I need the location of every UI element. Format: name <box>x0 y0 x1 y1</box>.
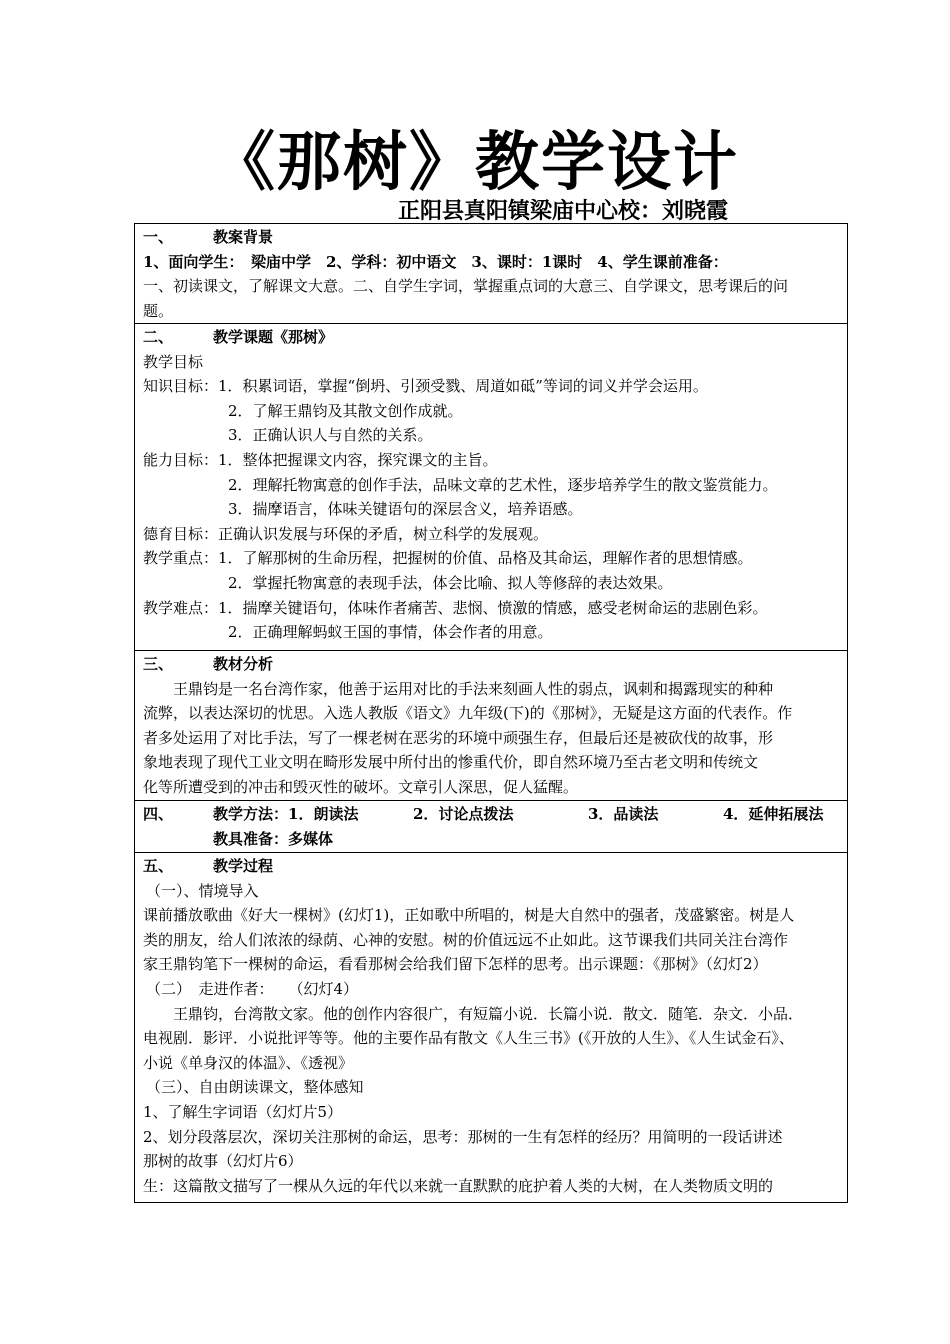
text-line: 3．揣摩语言，体味关键语句的深层含义，培养语感。 <box>228 500 583 519</box>
section-heading <box>143 225 840 250</box>
text-line: 那树的故事（幻灯片6） <box>143 1152 303 1171</box>
text-line: 能力目标：1．整体把握课文内容，探究课文的主旨。 <box>143 450 498 469</box>
text-line: 2．正确理解蚂蚁王国的事情，体会作者的用意。 <box>228 623 553 642</box>
text-line: 类的朋友，给人们浓浓的绿荫、心神的安慰。树的价值远远不止如此。这节课我们共同关注台湾作 <box>143 930 789 949</box>
subsection-title: （二） 走进作者： （幻灯4） <box>146 979 359 998</box>
subsection-title: （三）、自由朗读课文，整体感知 <box>146 1078 364 1097</box>
section-heading <box>143 652 840 677</box>
section-heading <box>143 325 840 350</box>
method-reading: 教学方法：1．朗读法 <box>213 805 359 823</box>
text-line: 2．了解王鼎钧及其散文创作成就。 <box>228 401 463 420</box>
text-line: 知识目标：1．积累词语，掌握“倒坍、引颈受戮、周道如砥”等词的词义并学会运用。 <box>143 377 708 396</box>
text-line: 王鼎钧是一名台湾作家，他善于运用对比的手法来刻画人性的弱点，讽刺和揭露现实的种种 <box>173 679 774 698</box>
text-line: 3．正确认识人与自然的关系。 <box>228 426 433 445</box>
section-material-analysis <box>135 651 847 801</box>
method-extension: 4．延伸拓展法 <box>723 805 824 823</box>
section-title: 教案背景 <box>213 228 274 246</box>
section-title: 教材分析 <box>213 655 274 673</box>
text-line: 化等所遭受到的冲击和毁灭性的破坏。文章引人深思，促人猛醒。 <box>143 777 579 796</box>
text-line: 德育目标：正确认识发展与环保的矛盾，树立科学的发展观。 <box>143 524 549 543</box>
goal-title: 教学目标 <box>143 352 204 371</box>
text-line: 一、初读课文，了解课文大意。二、自学生字词，掌握重点词的大意三、自学课文，思考课后的问 <box>143 277 789 296</box>
section-number: 四、 <box>143 805 174 823</box>
text-line: 1、了解生字词语（幻灯片5） <box>143 1102 343 1121</box>
section-heading <box>143 854 840 879</box>
section-title: 教学过程 <box>213 857 274 875</box>
section-topic <box>135 324 847 651</box>
text-line: 题。 <box>143 301 174 320</box>
author-line: 正阳县真阳镇梁庙中心校：刘晓霞 <box>398 198 729 224</box>
text-line: 流弊，以表达深切的忧思。入选人教版《语文》九年级(下)的《那树》，无疑是这方面的代表作。作 <box>143 704 793 723</box>
text-line: 课前播放歌曲《好大一棵树》(幻灯1)，正如歌中所唱的，树是大自然中的强者，茂盛繁密。树是人 <box>143 906 795 925</box>
section-number: 二、 <box>143 328 174 346</box>
methods-row <box>143 802 840 827</box>
method-appreciation: 3．品读法 <box>588 805 659 823</box>
text-line: 2、划分段落层次，深切关注那树的命运，思考：那树的一生有怎样的经历？用简明的一段话讲述 <box>143 1127 783 1146</box>
section-number: 五、 <box>143 857 174 875</box>
lesson-plan-table <box>134 223 848 1203</box>
text-line: 小说《单身汉的体温》、《透视》 <box>143 1053 354 1072</box>
text-line: 家王鼎钧笔下一棵树的命运，看看那树会给我们留下怎样的思考。出示课题：《那树》（幻灯2） <box>143 955 768 974</box>
section-methods <box>135 801 847 853</box>
text-line: 生：这篇散文描写了一棵从久远的年代以来就一直默默的庇护着人类的大树，在人类物质文明的 <box>143 1176 774 1195</box>
section-number: 一、 <box>143 228 174 246</box>
teaching-tools: 教具准备：多媒体 <box>213 829 334 848</box>
text-line: 王鼎钧，台湾散文家。他的创作内容很广，有短篇小说．长篇小说．散文．随笔．杂文．小品． <box>173 1004 804 1023</box>
section-background <box>135 224 847 324</box>
section-process <box>135 853 847 1202</box>
document-title: 《那树》教学设计 <box>211 125 739 200</box>
text-line: 电视剧．影评．小说批评等等。他的主要作品有散文《人生三书》(《开放的人生》、《人生试金石》、 <box>143 1029 794 1048</box>
subsection-title: （一）、情境导入 <box>146 881 259 900</box>
text-line: 2．掌握托物寓意的表现手法，体会比喻、拟人等修辞的表达效果。 <box>228 573 673 592</box>
text-line: 教学重点：1．了解那树的生命历程，把握树的价值、品格及其命运，理解作者的思想情感。 <box>143 549 753 568</box>
method-discussion: 2．讨论点拨法 <box>413 805 514 823</box>
text-line: 教学难点：1．揣摩关键语句，体味作者痛苦、悲悯、愤激的情感，感受老树命运的悲剧色彩。 <box>143 598 768 617</box>
section-number: 三、 <box>143 655 174 673</box>
text-line: 2．理解托物寓意的创作手法，品味文章的艺术性，逐步培养学生的散文鉴赏能力。 <box>228 475 778 494</box>
text-line: 1、面向学生： 梁庙中学 2、学科：初中语文 3、课时：1课时 4、学生课前准备： <box>143 252 728 271</box>
text-line: 者多处运用了对比手法，写了一棵老树在恶劣的环境中顽强生存，但最后还是被砍伐的故事，形 <box>143 728 774 747</box>
text-line: 象地表现了现代工业文明在畸形发展中所付出的惨重代价，即自然环境乃至古老文明和传统文 <box>143 753 759 772</box>
section-title: 教学课题《那树》 <box>213 328 334 346</box>
